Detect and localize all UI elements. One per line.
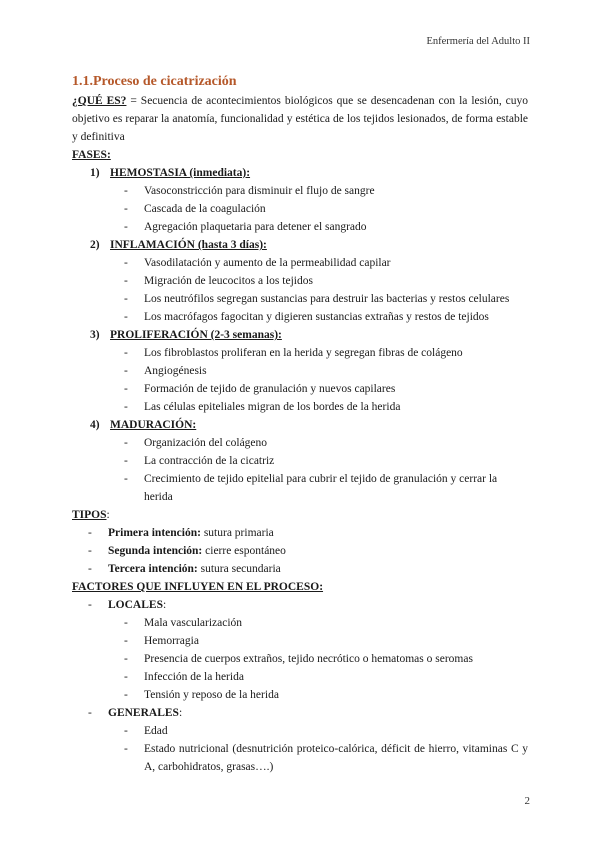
list-item: - Las células epiteliales migran de los bordes de la herida	[72, 398, 528, 416]
phases-list	[72, 164, 528, 506]
list-item: - Organización del colágeno	[72, 434, 528, 452]
list-item: - Edad	[72, 722, 528, 740]
list-item: - La contracción de la cicatriz	[72, 452, 528, 470]
section-title	[72, 72, 528, 92]
phase-title: 2) INFLAMACIÓN (hasta 3 días):	[90, 239, 267, 251]
list-item: - Formación de tejido de granulación y nuevos capilares	[72, 380, 528, 398]
phase-title: 1) HEMOSTASIA (inmediata):	[90, 167, 251, 179]
factor-group	[72, 596, 528, 704]
list-item: - Primera intención: sutura primaria	[72, 524, 528, 542]
phase-title: 3) PROLIFERACIÓN (2-3 semanas):	[90, 329, 282, 341]
phase-item	[72, 236, 528, 326]
list-item: - Mala vascularización	[72, 614, 528, 632]
phase-title: 4) MADURACIÓN:	[90, 419, 197, 431]
phase-points	[72, 254, 528, 326]
definition-paragraph	[72, 92, 528, 146]
phase-item	[72, 164, 528, 236]
phase-points	[72, 344, 528, 416]
phase-item	[72, 416, 528, 506]
list-item: - Los macrófagos fagocitan y digieren sustancias extrañas y restos de tejidos	[72, 308, 528, 326]
list-item: - Cascada de la coagulación	[72, 200, 528, 218]
factor-title: - LOCALES:	[72, 596, 528, 614]
phase-item	[72, 326, 528, 416]
fases-heading: FASES:	[72, 149, 111, 161]
list-item: - Vasoconstricción para disminuir el flujo de sangre	[72, 182, 528, 200]
list-item: - Los fibroblastos proliferan en la herida y segregan fibras de colágeno	[72, 344, 528, 362]
list-item: - Vasodilatación y aumento de la permeabilidad capilar	[72, 254, 528, 272]
list-item: - Angiogénesis	[72, 362, 528, 380]
list-item: - Agregación plaquetaria para detener el sangrado	[72, 218, 528, 236]
list-item: - Hemorragia	[72, 632, 528, 650]
factor-points	[72, 722, 528, 776]
list-item: - Presencia de cuerpos extraños, tejido necrótico o hematomas o seromas	[72, 650, 528, 668]
document-body	[72, 72, 528, 776]
factor-title: - GENERALES:	[72, 704, 528, 722]
page-number: 2	[524, 795, 530, 807]
running-header: Enfermería del Adulto II	[426, 36, 530, 47]
factores-heading: FACTORES QUE INFLUYEN EN EL PROCESO:	[72, 581, 324, 593]
list-item: - Infección de la herida	[72, 668, 528, 686]
list-item: - Tensión y reposo de la herida	[72, 686, 528, 704]
section-number: 1.1.	[72, 74, 93, 89]
factor-points	[72, 614, 528, 704]
definition-text: = Secuencia de acontecimientos biológicos que se desencadenan con la lesión, cuyo objetivo es reparar la anatomía, funcionalidad y estética de los tejidos lesionados, de forma estable y definitiva	[72, 95, 528, 143]
list-item: - Crecimiento de tejido epitelial para cubrir el tejido de granulación y cerrar la herida	[72, 470, 528, 506]
list-item: - Segunda intención: cierre espontáneo	[72, 542, 528, 560]
phase-points	[72, 182, 528, 236]
list-item: - Los neutrófilos segregan sustancias para destruir las bacterias y restos celulares	[72, 290, 528, 308]
section-title-text: Proceso de cicatrización	[93, 74, 237, 89]
phase-points	[72, 434, 528, 506]
list-item: - Tercera intención: sutura secundaria	[72, 560, 528, 578]
list-item: - Migración de leucocitos a los tejidos	[72, 272, 528, 290]
list-item: - Estado nutricional (desnutrición proteico-calórica, déficit de hierro, vitaminas C y A, carbohidratos, grasas….)	[72, 740, 528, 776]
factores-list	[72, 596, 528, 776]
tipos-list	[72, 524, 528, 578]
definition-label: ¿QUÉ ES?	[72, 95, 127, 107]
factor-group	[72, 704, 528, 776]
tipos-heading: TIPOS:	[72, 509, 110, 521]
